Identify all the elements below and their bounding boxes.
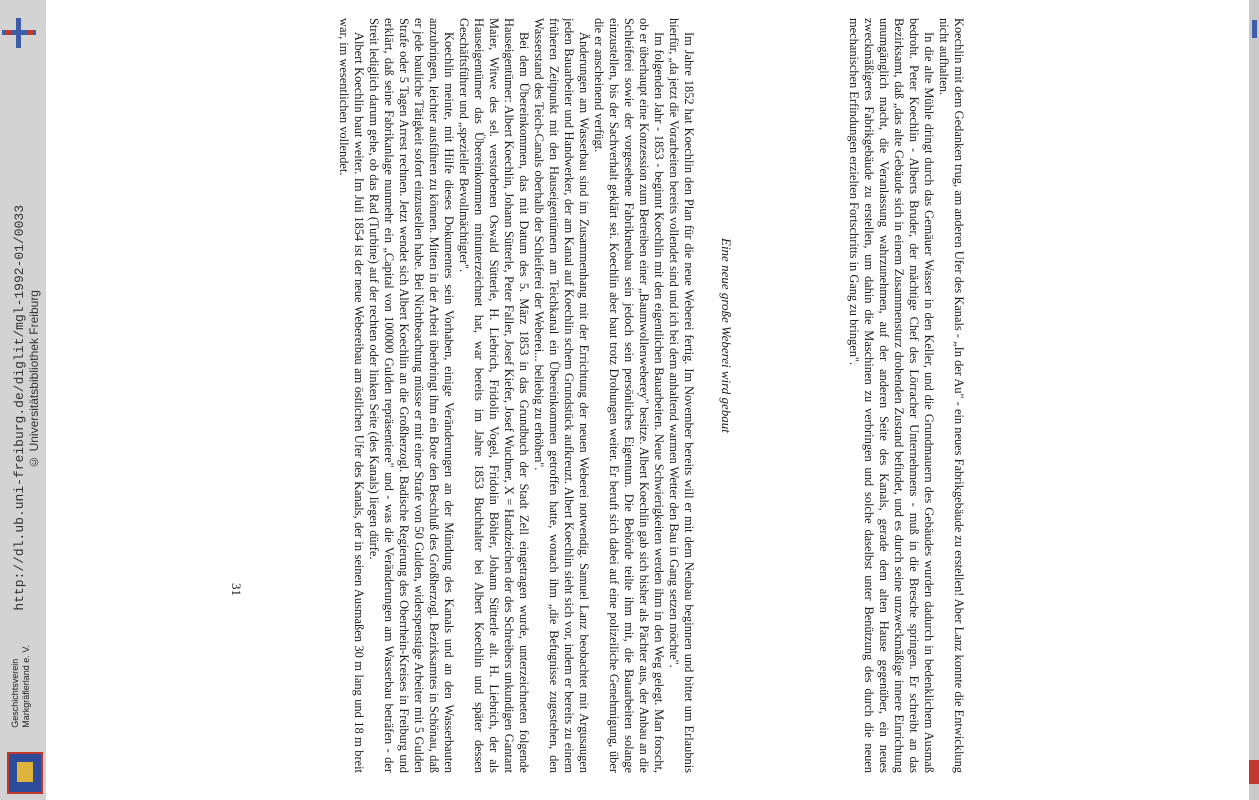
section-heading: Eine neue große Weberei wird gebaut bbox=[719, 238, 734, 433]
source-url: http://dl.ub.uni-freiburg.de/diglit/mgl-1992-01/0033 bbox=[12, 205, 27, 611]
rotated-page-content bbox=[216, 0, 996, 788]
society-line-2: Markgräflerland e. V. bbox=[21, 645, 31, 728]
coat-of-arms-icon bbox=[7, 752, 43, 794]
paragraph: Im folgenden Jahr - 1853 - beginnt Koechlin mit den eigentlichen Bauarbeiten. Neue Schwierigkeiten werden ihm in den Weg gelegt. Man forscht, ob er überhaupt eine Konzession zum Betreiben einer „Baumwollenweberey" besitze. Albert Koechlin gab sich bisher als Pächter aus, der Anbau an die Schleiferei sowie der vorgesehene Fabrikneubau sein jedoch sein persönliches Eigentum. Die Behörde teilte ihm mit, die Bauarbeiten solange einzustellen, bis der Sachverhalt geklärt sei. Koechlin aber baut trotz Drohungen weiter. Er beruft sich dabei auf eine polizeiliche Genehmigung, über die er anscheinend verfügt. bbox=[592, 18, 666, 773]
paragraph: Änderungen am Wasserbau sind im Zusammenhang mit der Errichtung der neuen Weberei notwendig. Samuel Lanz beobachtet mit Argusaugen jeden Bauarbeiter und Handwerker, der am Kanal auf Koechlin schem Grundstück aufkreuzt. Albert Koechlin sieht sich vor, indem er bereits zu einem früheren Zeitpunkt mit den Hauseigentümern am Teichkanal ein Übereinkommen getroffen hatte, wonach ihm „die Befugnisse zugestehen, den Wasserstand des Teich-Canals oberhalb der Schleiferei der Weberei... beliebig zu erhöhen". bbox=[532, 18, 591, 773]
paragraph: Koechlin meinte, mit Hilfe dieses Dokumentes sein Vorhaben, einige Veränderungen an der Mündung des Kanals und an den Wasserbauten anzubringen, leichter ausführen zu können. Mitten in der Arbeit überbringt ihm ein Bote den Beschluß des Großherzogl. Bezirksamtes in Schönau, daß er jede bauliche Tätigkeit sofort einzustellen habe. Bei Nichtbeachtung müsse er mit einer Strafe von 50 Gulden, widerspenstige Arbeiter mit 5 Gulden Strafe oder 5 Tagen Arrest rechnen. Jetzt wendet sich Albert Koechlin an die Großherzogl. Badische Regierung des Oberrhein-Kreises in Freiburg und erklärt, daß seine Fabrikanlage nunmehr ein „Capital von 100000 Gulden repräsentiere" und - was die Veränderungen am Wasserbau beträfen - der Streit lediglich darum gehe, ob das Rad (Turbine) auf der rechten oder linken Seite (des Kanals) liegen dürfe. bbox=[367, 18, 456, 773]
paragraph: Bei dem Übereinkommen, das mit Datum des 5. März 1853 in das Grundbuch der Stadt Zell eingetragen wurde, unterzeichneten folgende Hauseigentümer: Albert Koechlin, Johann Sütterle, Peter Faller, Josef Kiefer, Josef Wuchner, X = Handzeichen der des Schreibers unkundigen Gantant Maier, Witwe des sel. verstorbenen Oswald Sütterle, H. Liebrich, Fridolin Vogel, Fridolin Böhler, Johann Sütterle alt. H. Liebrich, der als Hauseigentümer das Übereinkommen mitunterzeichnet hat, war bereits im Jahre 1853 Buchhalter bei Albert Koechlin und später dessen Geschäftsführer und „spezieller Bevollmächtigter". bbox=[457, 18, 531, 773]
library-logo-fragment-icon bbox=[1252, 20, 1257, 38]
page-number: 31 bbox=[229, 583, 244, 596]
paragraph: Albert Koechlin baut weiter. Im Juli 1854 ist der neue Webereibau am östlichen Ufer des Kanals, der in seinen Ausmaßen 30 m lang und 18 m breit war, im wesentlichen vollendet. bbox=[337, 18, 366, 773]
main-text-block bbox=[246, 18, 696, 773]
library-logo-icon bbox=[2, 18, 36, 48]
copyright-notice: © Universitätsbibliothek Freiburg bbox=[27, 290, 41, 469]
intro-text-block bbox=[751, 18, 966, 773]
crest-fragment-icon bbox=[1249, 760, 1259, 784]
viewer-left-margin bbox=[0, 0, 46, 800]
society-line-1: Geschichtsverein bbox=[10, 658, 20, 728]
viewer-right-margin bbox=[1249, 0, 1259, 800]
paragraph: Koechlin mit dem Gedanken trug, am anderen Ufer des Kanals - „In der Au" - ein neues Fabrikgebäude zu erstellen! Aber Lanz konnte die Entwicklung nicht aufhalten. bbox=[937, 18, 966, 773]
scanned-page bbox=[211, 3, 1001, 783]
paragraph: Im Jahre 1852 hat Koechlin den Plan für die neue Weberei fertig. Im November bereits will er mit dem Neubau beginnen und bittet um Erlaubnis hierfür, „da jetzt die Vorarbeiten bereits vollendet sind und ich bei dem anhaltend warmen Wetter den Bau in Gang setzen möchte". bbox=[667, 18, 696, 773]
society-name bbox=[10, 645, 32, 728]
paragraph: In die alte Mühle dringt durch das Gemäuer Wasser in den Keller, und die Grundmauern des Gebäudes wurden dadurch in bedenklichem Ausmaß bedroht. Peter Koechlin - Alberts Bruder, der mächtige Chef des Lörracher Unternehmens - muß in die Bresche springen. Er schreibt an das Bezirksamt, daß „das alte Gebäude sich in einem Zusammensturz drohenden Zustand befindet, und es durch seine unzweckmäßige innere Einrichtung unumgänglich macht, die Veranlassung wahrzunehmen, auf der anderen Seite des Kanals, gerade dem alten Hause gegenüber, ein neues zweckmäßigeres Fabrikgebäude zu erstellen, um dahin die Maschinen zu verbringen und solche daselbst unter Benützung des durch die neuen mechanischen Erfindungen erzielten Fortschritts in Gang zu bringen". bbox=[847, 18, 936, 773]
